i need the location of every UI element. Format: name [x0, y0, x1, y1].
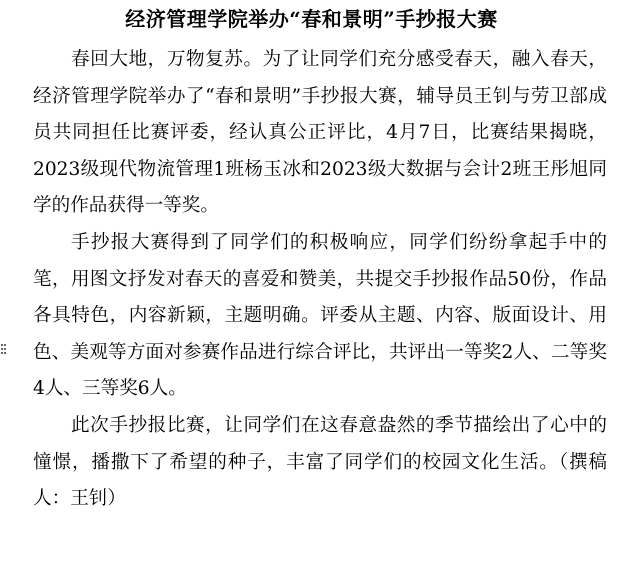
paragraph-2: 手抄报大赛得到了同学们的积极响应，同学们纷纷拿起手中的笔，用图文抒发对春天的喜爱和赞美，共提交手抄报作品50份，作品各具特色，内容新颖，主题明确。评委从主题、内容、版面设计、用色、美观等方面对参赛作品进行综合评比，共评出一等奖2人、二等奖4人、三等奖6人。	[33, 231, 607, 400]
document-body	[33, 42, 607, 518]
paragraph-1: 春回大地，万物复苏。为了让同学们充分感受春天，融入春天，经济管理学院举办了“春和景明”手抄报大赛，辅导员王钊与劳卫部成员共同担任比赛评委，经认真公正评比，4月7日，比赛结果揭晓，2023级现代物流管理1班杨玉冰和2023级大数据与会计2班王彤旭同学的作品获得一等奖。	[33, 49, 607, 217]
paragraph-3: 此次手抄报比赛，让同学们在这春意盎然的季节描绘出了心中的憧憬，播撒下了希望的种子，丰富了同学们的校园文化生活。（撰稿人：王钊）	[33, 414, 607, 510]
drag-handle-icon[interactable]	[1, 343, 7, 355]
document-title: 经济管理学院举办“春和景明”手抄报大赛	[125, 7, 498, 31]
